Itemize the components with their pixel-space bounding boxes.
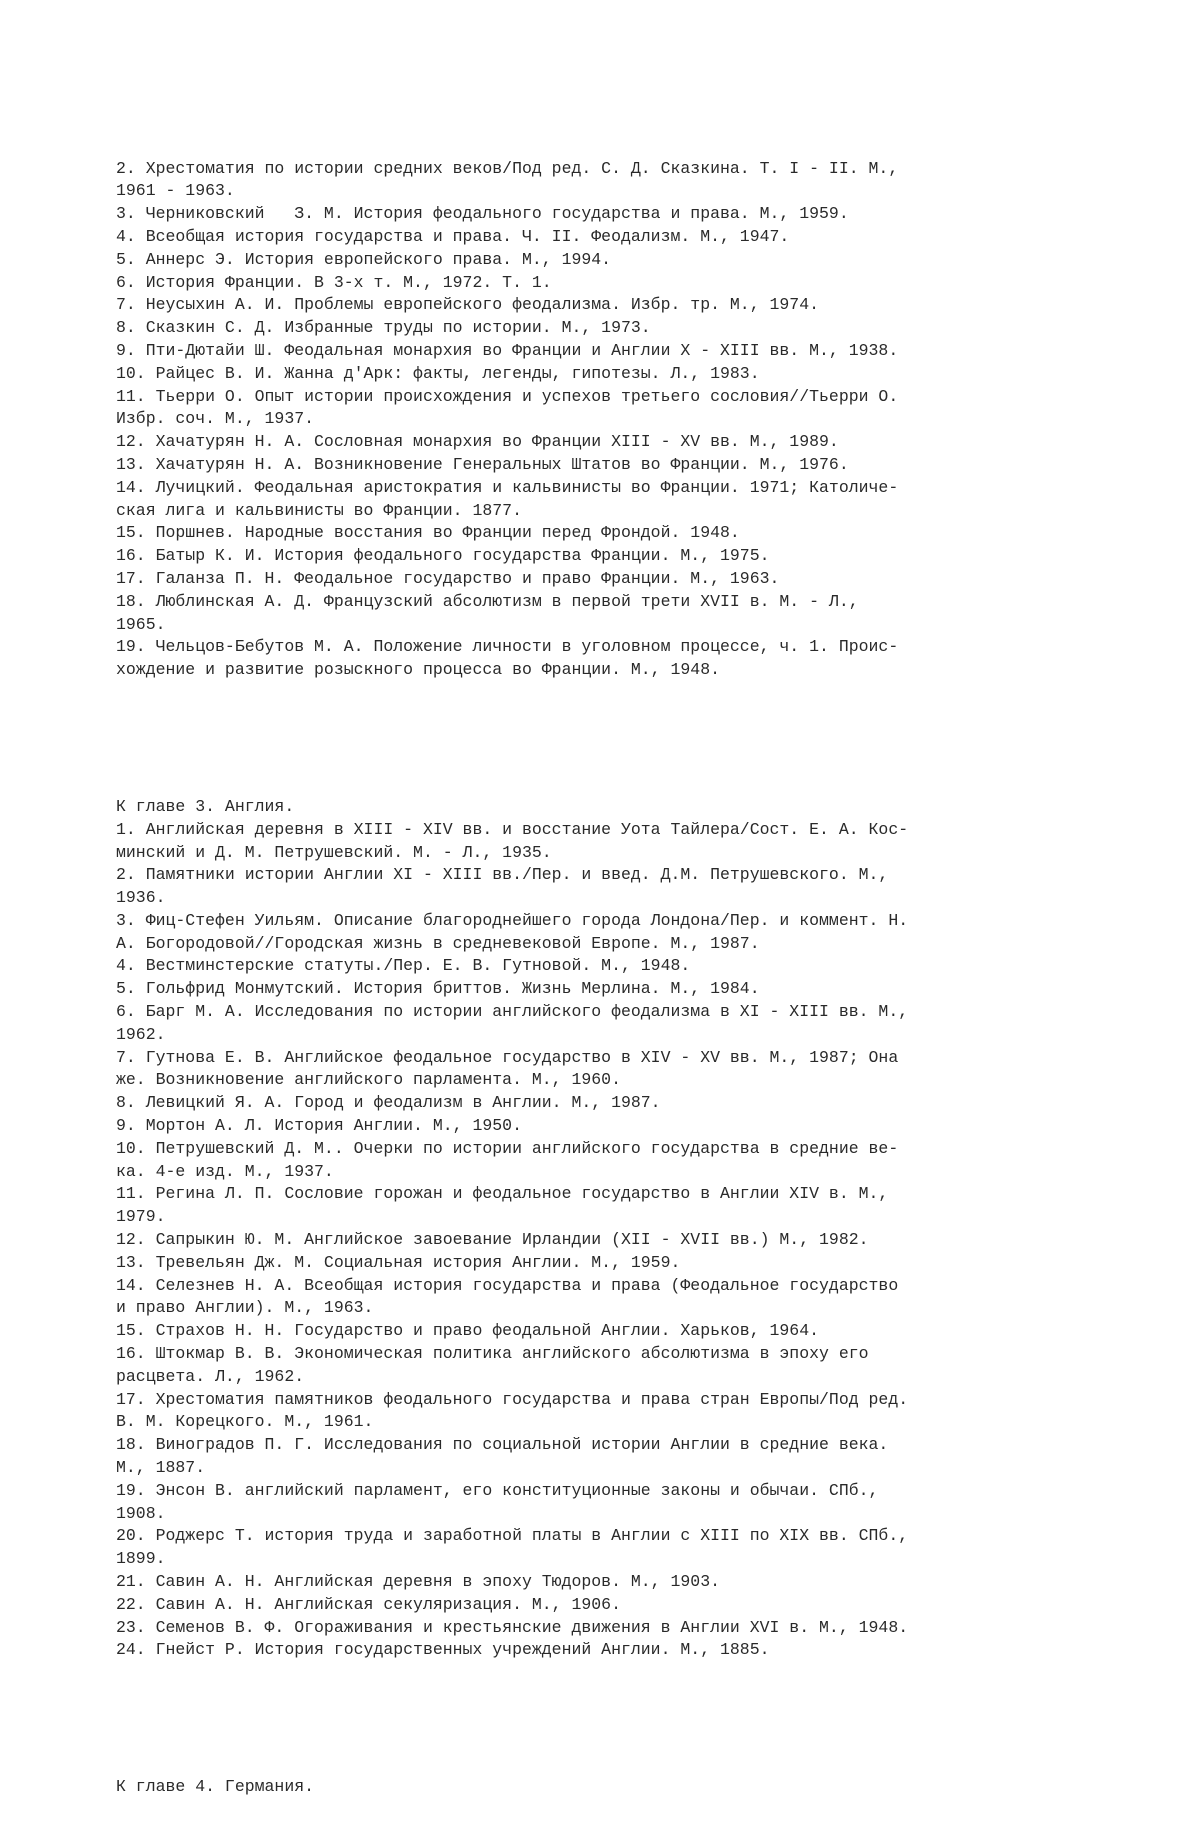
text-line: 13. Тревельян Дж. М. Социальная история Англии. М., 1959. xyxy=(116,1252,681,1272)
text-line: 3. Фиц-Стефен Уильям. Описание благороднейшего города Лондона/Пер. и коммент. Н. xyxy=(116,910,909,930)
text-line: 12. Сапрыкин Ю. М. Английское завоевание Ирландии (XII - XVII вв.) М., 1982. xyxy=(116,1230,869,1250)
text-line: 16. Штокмар В. В. Экономическая политика английского абсолютизма в эпоху его xyxy=(116,1344,869,1364)
text-line: 14. Селезнев Н. А. Всеобщая история государства и права (Феодальное государство xyxy=(116,1275,899,1295)
text-line: ская лига и кальвинисты во Франции. 1877. xyxy=(116,500,522,520)
text-line: 21. Савин А. Н. Английская деревня в эпоху Тюдоров. М., 1903. xyxy=(116,1572,720,1591)
text-line: 8. Левицкий Я. А. Город и феодализм в Англии. М., 1987. xyxy=(116,1093,661,1113)
text-line: 5. Гольфрид Монмутский. История бриттов. Жизнь Мерлина. М., 1984. xyxy=(116,979,760,999)
text-line: хождение и развитие розыскного процесса во Франции. М., 1948. xyxy=(116,660,720,680)
text-line: 8. Сказкин С. Д. Избранные труды по истории. М., 1973. xyxy=(116,318,651,338)
text-line: 23. Семенов В. Ф. Огораживания и крестьянские движения в Англии XVI в. М., 1948. xyxy=(116,1617,909,1637)
text-line: К главе 4. Германия. xyxy=(116,1777,315,1797)
text-line: 17. Хрестоматия памятников феодального государства и права стран Европы/Под ред. xyxy=(116,1389,909,1409)
text-line: 16. Батыр К. И. История феодального государства Франции. М., 1975. xyxy=(116,546,770,566)
text-line: 15. Страхов Н. Н. Государство и право феодальной Англии. Харьков, 1964. xyxy=(116,1321,820,1341)
text-line: 24. Гнейст Р. История государственных учреждений Англии. М., 1885. xyxy=(116,1640,770,1660)
text-line: 1899. xyxy=(116,1549,166,1569)
text-line: 2. Хрестоматия по истории средних веков/Под ред. С. Д. Сказкина. Т. I - II. М., xyxy=(116,158,899,178)
text-line: 1. Английская деревня в XIII - XIV вв. и восстание Уота Тайлера/Сост. Е. А. Кос- xyxy=(116,819,909,839)
text-line: 7. Неусыхин А. И. Проблемы европейского феодализма. Избр. тр. М., 1974. xyxy=(116,295,820,315)
text-line: минский и Д. М. Петрушевский. М. - Л., 1935. xyxy=(116,842,552,862)
text-line: 1965. xyxy=(116,614,166,634)
document-page xyxy=(116,112,1116,1822)
text-line: 13. Хачатурян Н. А. Возникновение Генеральных Штатов во Франции. М., 1976. xyxy=(116,454,849,474)
text-line: 6. История Франции. В 3-х т. М., 1972. Т. 1. xyxy=(116,272,552,292)
text-line: 17. Галанза П. Н. Феодальное государство и право Франции. М., 1963. xyxy=(116,568,780,588)
bibliography-germany-heading xyxy=(116,1776,1116,1799)
text-line: 10. Петрушевский Д. М.. Очерки по истории английского государства в средние ве- xyxy=(116,1138,899,1158)
text-line: 1979. xyxy=(116,1207,166,1227)
text-line: Избр. соч. М., 1937. xyxy=(116,409,315,429)
text-line: В. М. Корецкого. М., 1961. xyxy=(116,1412,374,1432)
text-line: 18. Виноградов П. Г. Исследования по социальной истории Англии в средние века. xyxy=(116,1435,889,1455)
text-line: 22. Савин А. Н. Английская секуляризация. М., 1906. xyxy=(116,1594,621,1614)
text-line: 3. Черниковский З. М. История феодального государства и права. М., 1959. xyxy=(116,204,849,224)
text-line: М., 1887. xyxy=(116,1458,206,1478)
text-line: 11. Регина Л. П. Сословие горожан и феодальное государство в Англии XIV в. М., xyxy=(116,1184,889,1204)
text-line: 9. Пти-Дютайи Ш. Феодальная монархия во Франции и Англии X - XIII вв. М., 1938. xyxy=(116,340,899,360)
bibliography-france xyxy=(116,158,1116,682)
text-line: 6. Барг М. А. Исследования по истории английского феодализма в XI - XIII вв. М., xyxy=(116,1002,909,1022)
text-line: 1962. xyxy=(116,1024,166,1044)
text-line: 7. Гутнова Е. В. Английское феодальное государство в XIV - XV вв. М., 1987; Она xyxy=(116,1047,899,1067)
bibliography-england xyxy=(116,796,1116,1662)
text-line: 15. Поршнев. Народные восстания во Франции перед Фрондой. 1948. xyxy=(116,523,740,543)
text-line: 10. Райцес В. И. Жанна д'Арк: факты, легенды, гипотезы. Л., 1983. xyxy=(116,363,760,383)
text-line: 11. Тьерри О. Опыт истории происхождения и успехов третьего сословия//Тьерри О. xyxy=(116,386,899,406)
text-line: 1936. xyxy=(116,888,166,908)
text-line: же. Возникновение английского парламента. М., 1960. xyxy=(116,1070,621,1090)
text-line: К главе 3. Англия. xyxy=(116,796,295,816)
text-line: 5. Аннерс Э. История европейского права. М., 1994. xyxy=(116,249,612,269)
text-line: 2. Памятники истории Англии XI - XIII вв./Пер. и введ. Д.М. Петрушевского. М., xyxy=(116,865,889,885)
text-line: и право Англии). М., 1963. xyxy=(116,1298,374,1318)
text-line: 20. Роджерс Т. история труда и заработной платы в Англии с XIII по XIX вв. СПб., xyxy=(116,1526,909,1546)
text-line: 4. Вестминстерские статуты./Пер. Е. В. Гутновой. М., 1948. xyxy=(116,956,691,976)
text-line: 18. Люблинская А. Д. Французский абсолютизм в первой трети XVII в. М. - Л., xyxy=(116,591,859,611)
blank-line xyxy=(116,1708,1116,1731)
text-line: 4. Всеобщая история государства и права. Ч. II. Феодализм. М., 1947. xyxy=(116,226,790,246)
text-line: 19. Чельцов-Бебутов М. А. Положение личности в уголовном процессе, ч. 1. Проис- xyxy=(116,637,899,657)
text-line: 14. Лучицкий. Феодальная аристократия и кальвинисты во Франции. 1971; Католиче- xyxy=(116,477,899,497)
text-line: 1908. xyxy=(116,1503,166,1523)
text-line: 1961 - 1963. xyxy=(116,181,235,201)
text-line: 9. Мортон А. Л. История Англии. М., 1950. xyxy=(116,1116,522,1136)
text-line: 19. Энсон В. английский парламент, его конституционные законы и обычаи. СПб., xyxy=(116,1480,879,1500)
text-line: ка. 4-е изд. М., 1937. xyxy=(116,1161,334,1181)
text-line: 12. Хачатурян Н. А. Сословная монархия во Франции XIII - XV вв. М., 1989. xyxy=(116,432,839,452)
text-line: А. Богородовой//Городская жизнь в средневековой Европе. М., 1987. xyxy=(116,933,760,953)
blank-line xyxy=(116,728,1116,751)
text-line: расцвета. Л., 1962. xyxy=(116,1366,305,1386)
